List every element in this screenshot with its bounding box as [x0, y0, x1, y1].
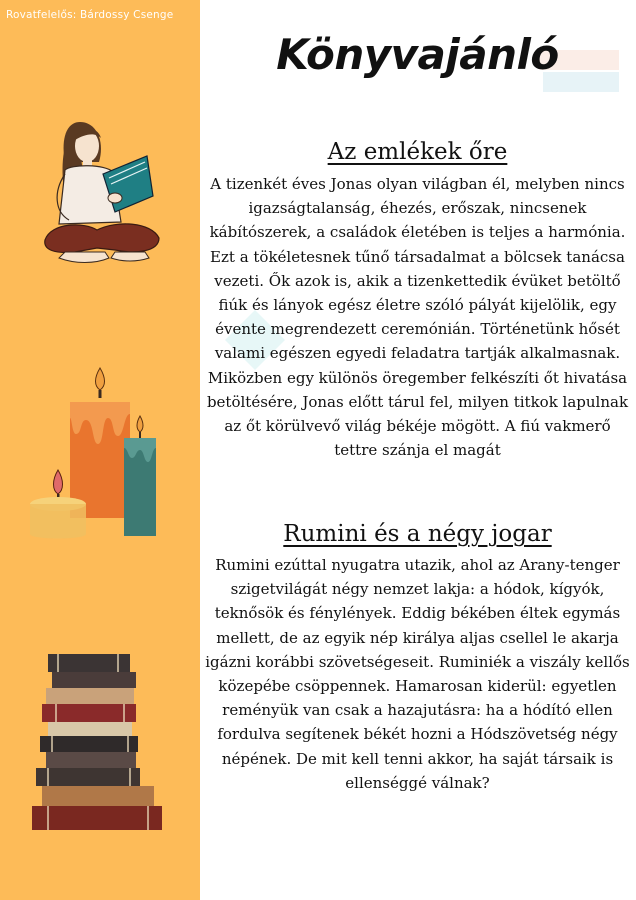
review-heading-2: Rumini és a négy jogar: [283, 521, 552, 547]
review-heading-1: Az emlékek őre: [327, 139, 508, 165]
sidebar: [0, 0, 200, 900]
review-text-1: A tizenkét éves Jonas olyan világban él, melyben nincs igazságtalanság, éhezés, erőszak, nincsenek kábítószerek, a családok életében is teljes a harmónia. Ezt a tökéletesnek tűnő társadalmat a bölcsek tanácsa vezeti. Ők azok is, akik a tizenkettedik évüket betöltő fiúk és lányok egész életre szóló pályát kijelölik, egy évente megrendezett ceremónián. Történetünk hősét valami egészen egyedi feladatra tartják alkalmasnak. Miközben egy különös öregember felkészíti őt hivatása betöltésére, Jonas előtt tárul fel, milyen titkok lapulnak az őt körülvevő világ békéje mögött. A fiú vakmerő tettre szánja el magát: [206, 175, 629, 460]
reading-girl-icon: [25, 112, 165, 282]
page-title: Könyvajánló: [276, 30, 559, 79]
candles-icon: [28, 358, 168, 543]
main-content: [205, 0, 630, 900]
book-stack-icon: [18, 652, 178, 837]
editor-credit: Rovatfelelős: Bárdossy Csenge: [6, 9, 174, 21]
review-text-2: Rumini ezúttal nyugatra utazik, ahol az Arany-tenger szigetvilágát négy nemzet lakja: a hódok, kígyók, teknősök és fénylények. Eddig békében éltek egymás mellett, de az egyik nép királya aljas csellel le akarja igázni korábbi szövetségeseit. Ruminiék a viszály kellős közepébe csöppennek. Hamarosan kiderül: egyetlen reményük van csak a hazajutásra: ha a hódító ellen fordulva segítenek békét hozni a Hódszövetség négy népének. De mit kell tenni akkor, ha saját társaik is ellenséggé válnak?: [205, 556, 630, 792]
